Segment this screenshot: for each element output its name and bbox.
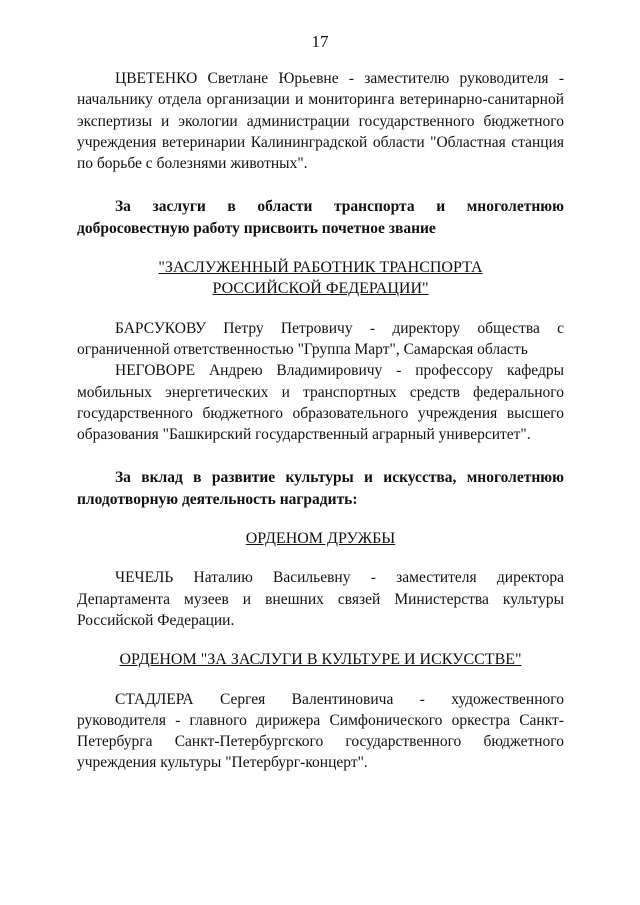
decree-transport: За заслуги в области транспорта и многолетнюю добросовестную работу присвоить почетное звание [77, 198, 564, 237]
paragraph-negovora: НЕГОВОРЕ Андрею Владимировичу - профессору кафедры мобильных энергетических и транспортных средств федерального государственного бюджетного образовательного учреждения высшего образования "Башкирский государственный аграрный университет". [77, 362, 564, 444]
document-body [77, 68, 564, 774]
paragraph-barsukov: БАРСУКОВУ Петру Петровичу - директору общества с ограниченной ответственностью "Группа Март", Самарская область [77, 319, 564, 358]
page-number: 17 [311, 32, 329, 51]
paragraph-stadler: СТАДЛЕРА Сергея Валентиновича - художественного руководителя - главного дирижера Симфонического оркестра Санкт-Петербурга Санкт-Петербургского государственного бюджетного учреждения культуры "Петербург-концерт". [77, 690, 564, 772]
award-title-friendship: ОРДЕНОМ ДРУЖБЫ [245, 530, 396, 548]
paragraph-chechel: ЧЕЧЕЛЬ Наталию Васильевну - заместителя директора Департамента музеев и внешних связей Министерства культуры Российской Федерации. [77, 569, 564, 629]
award-title-transport [77, 257, 564, 300]
award-title-line-2: РОССИЙСКОЙ ФЕДЕРАЦИИ" [212, 280, 429, 298]
decree-culture: За вклад в развитие культуры и искусства, многолетнюю плодотворную деятельность наградить: [77, 469, 564, 508]
award-title-culture-merit: ОРДЕНОМ "ЗА ЗАСЛУГИ В КУЛЬТУРЕ И ИСКУССТВЕ" [119, 651, 522, 669]
paragraph-tsvetenko: ЦВЕТЕНКО Светлане Юрьевне - заместителю руководителя - начальнику отдела организации и мониторинга ветеринарно-санитарной экспертизы и экологии администрации государственного бюджетного учреждения ветеринарии Калининградской области "Областная станция по борьбе с болезнями животных". [77, 70, 564, 173]
award-title-line-1: "ЗАСЛУЖЕННЫЙ РАБОТНИК ТРАНСПОРТА [158, 259, 483, 277]
